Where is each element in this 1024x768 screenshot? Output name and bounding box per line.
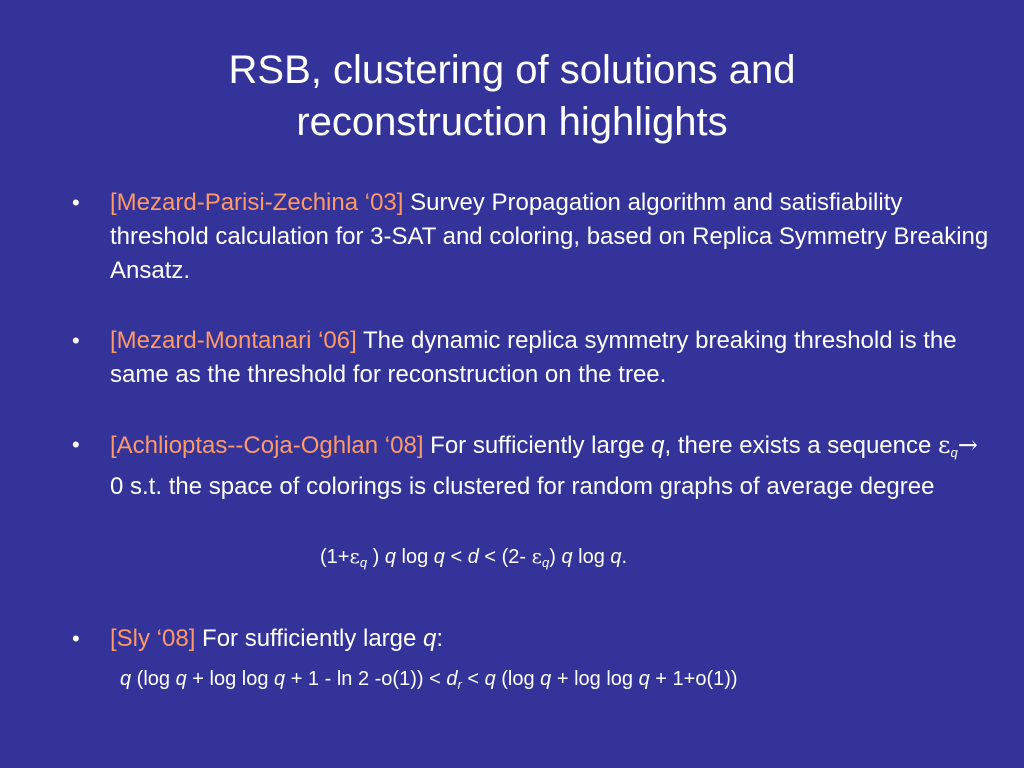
eq-part: (log [131,668,176,690]
bullet-text: : [436,625,444,652]
eq-part: (1+ [320,546,350,568]
var-q-subscript: q [542,555,550,570]
var-q: q [610,546,622,568]
eq-part: ) [549,546,562,568]
bullet-mezard-parisi-zechina [72,186,990,288]
citation-ref: [Mezard-Parisi-Zechina ‘03] [110,189,404,216]
epsilon-symbol: ε [349,544,360,568]
eq-part: + log log [186,668,275,690]
eq-part: log [395,546,434,568]
var-d: d [446,668,458,690]
var-q: q [484,668,496,690]
citation-ref: [Achlioptas--Coja-Oghlan ‘08] [110,432,424,459]
bullet-text: The dynamic replica symmetry breaking threshold is the same as the threshold for reconstruction on the tree. [110,327,957,388]
var-q: q [384,546,396,568]
var-q: q [561,546,573,568]
bullet-text: 0 s.t. the space of colorings is clustered for random graphs of average degree [110,473,935,500]
citation-ref: [Sly ‘08] [110,625,196,652]
eq-part: (log [495,668,541,690]
epsilon-symbol: ε [938,431,951,459]
equation-reconstruction-threshold [120,665,738,699]
var-d: d [467,546,479,568]
equation-degree-bounds [320,542,627,577]
slide-title-line-2: reconstruction highlights [296,100,728,144]
bullet-sly [72,622,990,656]
var-q-subscript: q [950,445,958,460]
var-r-subscript: r [457,677,462,692]
eq-part: < [461,668,485,690]
bullet-achlioptas-coja-oghlan [72,428,990,504]
bullet-dot: • [72,626,80,651]
epsilon-symbol: ε [531,544,543,568]
eq-part: + 1 - ln 2 -o(1)) < [285,668,447,690]
var-q: q [651,432,665,459]
var-q: q [540,668,552,690]
var-q: q [175,668,187,690]
eq-part: ) [367,546,385,568]
citation-ref: [Mezard-Montanari ‘06] [110,327,357,354]
var-q: q [274,668,286,690]
eq-part: < [444,546,468,568]
var-q: q [120,668,132,690]
arrow-symbol: → [957,431,978,459]
bullet-text: For sufficiently large [195,625,424,652]
bullet-text: Survey Propagation algorithm and satisfiability threshold calculation for 3-SAT and coloring, based on Replica Symmetry Breaking Ansatz. [110,189,989,284]
eq-part: log [572,546,611,568]
eq-part: < (2- [478,546,532,568]
var-q: q [638,668,650,690]
bullet-text: For sufficiently large [423,432,652,459]
bullet-dot: • [72,432,80,457]
bullet-text: , there exists a sequence [664,432,939,459]
eq-part: . [621,546,628,568]
eq-part: + log log [551,668,639,690]
bullet-dot: • [72,328,80,353]
bullet-dot: • [72,190,80,215]
var-q: q [433,546,445,568]
eq-part: + 1+o(1)) [649,668,738,690]
bullet-mezard-montanari [72,324,990,392]
var-q: q [423,625,437,652]
slide-title-line-1: RSB, clustering of solutions and [228,48,796,92]
var-q-subscript: q [359,555,368,570]
slide-title [0,44,1024,148]
